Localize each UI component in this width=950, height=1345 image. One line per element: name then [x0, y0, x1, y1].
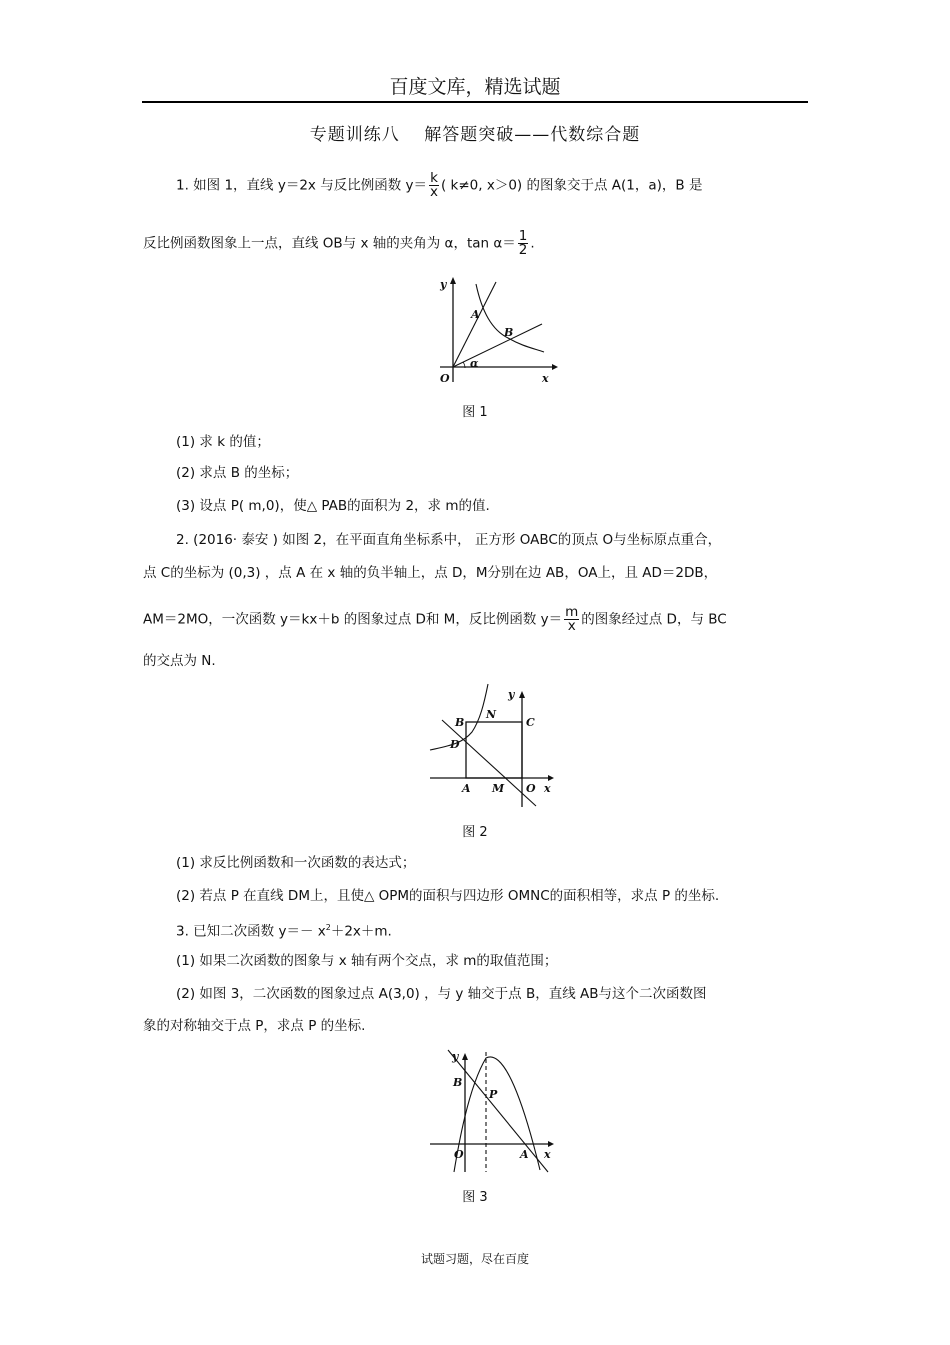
q3-subquestion-2-line2: 象的对称轴交于点 P，求点 P 的坐标. [143, 1018, 366, 1034]
q1-subquestion-1: (1) 求 k 的值； [176, 434, 270, 450]
q2-line4: 的交点为 N. [143, 653, 216, 669]
figure-3 [428, 1048, 560, 1176]
q1-subquestion-3: (3) 设点 P( m,0)，使△ PAB的面积为 2，求 m的值. [176, 498, 490, 514]
fig3-x-arrow [548, 1141, 554, 1147]
fig2-y-arrow [519, 691, 525, 698]
q1-line2-text-b: . [530, 235, 535, 252]
fig2-label-o: O [526, 782, 536, 795]
q2-line3 [143, 606, 727, 633]
fig1-label-y: y [440, 278, 447, 291]
fig1-line-y2x [453, 282, 496, 367]
q3-subquestion-1: (1) 如果二次函数的图象与 x 轴有两个交点，求 m的取值范围； [176, 953, 558, 969]
fig1-label-x: x [542, 372, 549, 385]
fig2-label-a: A [462, 782, 471, 795]
fig3-label-x: x [544, 1148, 551, 1161]
q2-subquestion-1: (1) 求反比例函数和一次函数的表达式； [176, 855, 416, 871]
fig3-label-a: A [520, 1148, 529, 1161]
frac-numerator: m [565, 604, 579, 620]
fig2-x-arrow [548, 775, 554, 781]
fig2-label-x: x [544, 782, 551, 795]
page-footer: 试题习题，尽在百度 [420, 1252, 529, 1266]
fig3-label-y: y [452, 1050, 459, 1063]
figure-3-caption: 图 3 [462, 1190, 488, 1205]
fig3-label-b: B [453, 1076, 463, 1089]
fig1-label-alpha: α [470, 357, 479, 370]
header-divider [142, 101, 808, 103]
q1-fraction-k-over-x [429, 172, 439, 199]
fig1-x-arrow [552, 364, 558, 370]
figure-1 [430, 272, 560, 392]
fig3-label-o: O [454, 1148, 464, 1161]
q1-subquestion-2: (2) 求点 B 的坐标； [176, 465, 299, 481]
q3-line1-text-a: 3. 已知二次函数 y＝－ x [176, 923, 326, 940]
fig2-label-c: C [526, 716, 535, 729]
document-title: 专题训练八 解答题突破——代数综合题 [309, 125, 641, 145]
fig1-label-b: B [504, 326, 514, 339]
q2-fraction-m-over-x [564, 606, 579, 633]
frac-denominator: x [429, 184, 438, 200]
q3-exponent: 2 [325, 923, 331, 932]
fig2-label-m: M [492, 782, 505, 795]
fig3-y-arrow [462, 1053, 468, 1060]
figure-2 [428, 682, 558, 810]
q2-line1: 2. (2016· 泰安 ) 如图 2，在平面直角坐标系中， 正方形 OABC的顶点 O与坐标原点重合， [176, 532, 722, 548]
frac-denominator: x [567, 618, 576, 634]
q1-line1 [176, 172, 702, 199]
q1-fraction-one-half [518, 230, 529, 257]
q3-line1-text-b: ＋2x＋m. [330, 923, 392, 940]
fig1-label-o: O [440, 372, 450, 385]
fig1-hyperbola [476, 284, 544, 352]
figure-1-caption: 图 1 [462, 405, 488, 420]
fig3-label-p: P [489, 1088, 498, 1101]
fig2-label-n: N [486, 708, 497, 721]
frac-denominator: 2 [518, 242, 528, 258]
q1-line2 [143, 230, 535, 257]
fig2-label-b: B [455, 716, 465, 729]
q2-subquestion-2: (2) 若点 P 在直线 DM上，且使△ OPM的面积与四边形 OMNC的面积相等，求点 P 的坐标. [176, 888, 720, 904]
frac-numerator: 1 [518, 228, 528, 244]
fig1-y-arrow [450, 277, 456, 284]
figure-2-caption: 图 2 [462, 825, 488, 840]
q3-line1 [176, 919, 392, 941]
q3-subquestion-2-line1: (2) 如图 3，二次函数的图象过点 A(3,0) ，与 y 轴交于点 B，直线 AB与这个二次函数图 [176, 986, 707, 1002]
fig1-label-a: A [471, 308, 480, 321]
frac-numerator: k [430, 170, 438, 186]
q2-line3-text-b: 的图象经过点 D，与 BC [581, 611, 727, 628]
fig2-label-y: y [508, 688, 515, 701]
q1-line2-text-a: 反比例函数图象上一点，直线 OB与 x 轴的夹角为 α，tan α＝ [143, 235, 516, 252]
page-header-title: 百度文库，精选试题 [389, 76, 561, 98]
q1-line1-text-a: 1. 如图 1，直线 y＝2x 与反比例函数 y＝ [176, 177, 427, 194]
fig2-label-d: D [450, 738, 460, 751]
q1-line1-text-b: ( k≠0, x＞0) 的图象交于点 A(1，a)，B 是 [440, 177, 703, 194]
q2-line3-text-a: AM＝2MO，一次函数 y＝kx＋b 的图象过点 D和 M，反比例函数 y＝ [143, 611, 563, 628]
q2-line2: 点 C的坐标为 (0,3) ，点 A 在 x 轴的负半轴上，点 D，M分别在边 AB，OA上，且 AD＝2DB， [143, 565, 718, 581]
